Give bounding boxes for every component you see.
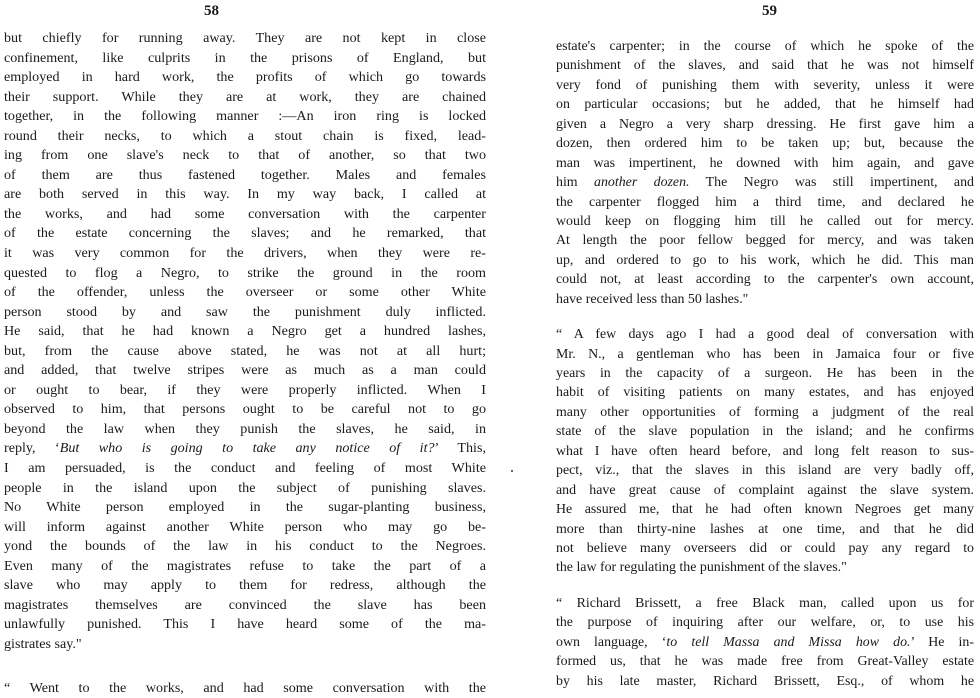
text-line: given a Negro a very sharp dressing. He first gave him a <box>556 115 974 134</box>
text-line: the purpose of inquiring after our welfare, or, to use his <box>556 613 974 632</box>
italic-phrase: another dozen. <box>594 175 690 190</box>
text-line: and have great cause of complaint against the slave system. <box>556 481 974 500</box>
right-page-text <box>556 37 974 691</box>
text-line: man was impertinent, he downed with him again, and gave <box>556 154 974 173</box>
text-line: gistrates say." <box>4 635 486 655</box>
text-line: round their necks, to which a stout chain is fixed, lead- <box>4 127 486 147</box>
quote-tail: This, <box>457 440 486 456</box>
text-line: by his late master, Richard Brissett, Esq., of whom he <box>556 672 974 691</box>
text-line: not believe many overseers did or could pay any regard to <box>556 539 974 558</box>
quote-italic: But who is going to take any notice of it? <box>60 440 435 456</box>
text-line: could not, at least according to the carpenter's own account, <box>556 270 974 289</box>
page-number: 58 <box>204 3 219 20</box>
text-line: observed to him, that persons ought to be careful not to go <box>4 400 486 420</box>
text-line: are both served in this way. In my way back, I called at <box>4 185 486 205</box>
page-number: 59 <box>762 3 777 20</box>
text-line: up, and ordered to go to his work, which he did. This man <box>556 251 974 270</box>
text-line: on particular occasions; but he added, that he himself had <box>556 95 974 114</box>
quote-close: ’ <box>911 635 915 650</box>
paragraph-gap <box>556 578 974 594</box>
text-line: No White person employed in the sugar-planting business, <box>4 498 486 518</box>
text-line: unlawfully punished. This I have heard some of the ma- <box>4 615 486 635</box>
text-line: many other opportunities of forming a judgment of the real <box>556 403 974 422</box>
text-line: formed us, that he was made free from Great-Valley estate <box>556 652 974 671</box>
text-line: At length the poor fellow begged for mercy, and was taken <box>556 231 974 250</box>
text-line: He assured me, that he had often known Negroes get many <box>556 500 974 519</box>
text-line: the carpenter flogged him a third time, and declared he <box>556 193 974 212</box>
text-line: will inform against another White person who may go be- <box>4 518 486 538</box>
text-line: but chiefly for running away. They are not kept in close <box>4 29 486 49</box>
text-line-with-quote <box>4 439 486 459</box>
text-line: Mr. N., a gentleman who has been in Jamaica four or five <box>556 345 974 364</box>
text-line: their support. While they are at work, they are chained <box>4 88 486 108</box>
text-line: quested to flog a Negro, to strike the ground in the room <box>4 264 486 284</box>
print-speck <box>511 470 513 472</box>
quote-tail: He in- <box>928 635 974 650</box>
text-line: very fond of punishing them with severity, unless it were <box>556 76 974 95</box>
text-line: dozen, then ordered him to be taken up; but, because the <box>556 134 974 153</box>
text-line: and added, that twelve stripes were as much as a man could <box>4 361 486 381</box>
text-line: employed in hard work, the profits of which go towards <box>4 68 486 88</box>
quote-lead: reply, ‘ <box>4 440 60 456</box>
line-lead: him <box>556 175 578 190</box>
line-tail: The Negro was still impertinent, and <box>706 175 974 190</box>
text-line: He said, that he had known a Negro get a hundred lashes, <box>4 322 486 342</box>
text-line: beyond the law when they punish the slaves, he said, in <box>4 420 486 440</box>
text-line: years in the capacity of a surgeon. He has been in the <box>556 364 974 383</box>
text-line: what I have often heard before, and long felt reason to sus- <box>556 442 974 461</box>
text-line: or ought to bear, if they were properly inflicted. When I <box>4 381 486 401</box>
quote-italic: to tell Massa and Missa how do. <box>666 635 910 650</box>
text-line: person stood by and saw the punishment duly inflicted. <box>4 303 486 323</box>
text-line: more than thirty-nine lashes at one time, and that he did <box>556 520 974 539</box>
text-line: punishment of the slaves, and said that he was not himself <box>556 56 974 75</box>
paragraph-gap <box>556 309 974 325</box>
text-line-with-italic <box>556 173 974 192</box>
text-line: “ Went to the works, and had some conversation with the <box>4 679 486 698</box>
text-line: would keep on flogging him till he called out for mercy. <box>556 212 974 231</box>
text-line: I am persuaded, is the conduct and feeling of most White <box>4 459 486 479</box>
text-line: state of the slave population in the island; and he confirms <box>556 422 974 441</box>
text-line: confinement, like culprits in the prisons of England, but <box>4 49 486 69</box>
quote-close: ’ <box>435 440 439 456</box>
text-line-with-quote <box>556 633 974 652</box>
text-line: Even many of the magistrates refuse to take the part of a <box>4 557 486 577</box>
left-page-text <box>4 29 486 698</box>
text-line: “ Richard Brissett, a free Black man, called upon us for <box>556 594 974 613</box>
text-line: together, in the following manner :—An iron ring is locked <box>4 107 486 127</box>
text-line: slave who may apply to them for redress, although the <box>4 576 486 596</box>
text-line: but, from the cause above stated, he was not at all hurt; <box>4 342 486 362</box>
text-line: pect, viz., that the slaves in this island are very badly off, <box>556 461 974 480</box>
text-line: it was very common for the drivers, when they were re- <box>4 244 486 264</box>
text-line: yond the bounds of the law in his conduct to the Negroes. <box>4 537 486 557</box>
text-line: of the offender, unless the overseer or some other White <box>4 283 486 303</box>
text-line: habit of visiting patients on many estates, and has enjoyed <box>556 383 974 402</box>
text-line: of the estate concerning the slaves; and he remarked, that <box>4 224 486 244</box>
text-line: ing from one slave's neck to that of another, so that two <box>4 146 486 166</box>
text-line: of them are thus fastened together. Males and females <box>4 166 486 186</box>
text-line: people in the island upon the subject of punishing slaves. <box>4 479 486 499</box>
text-line: “ A few days ago I had a good deal of conversation with <box>556 325 974 344</box>
text-line: estate's carpenter; in the course of which he spoke of the <box>556 37 974 56</box>
text-line: the works, and had some conversation with the carpenter <box>4 205 486 225</box>
text-line: magistrates themselves are convinced the slave has been <box>4 596 486 616</box>
quote-lead: own language, ‘ <box>556 635 666 650</box>
text-line: have received less than 50 lashes." <box>556 290 974 309</box>
text-line: the law for regulating the punishment of the slaves." <box>556 558 974 577</box>
paragraph-gap <box>4 655 486 679</box>
